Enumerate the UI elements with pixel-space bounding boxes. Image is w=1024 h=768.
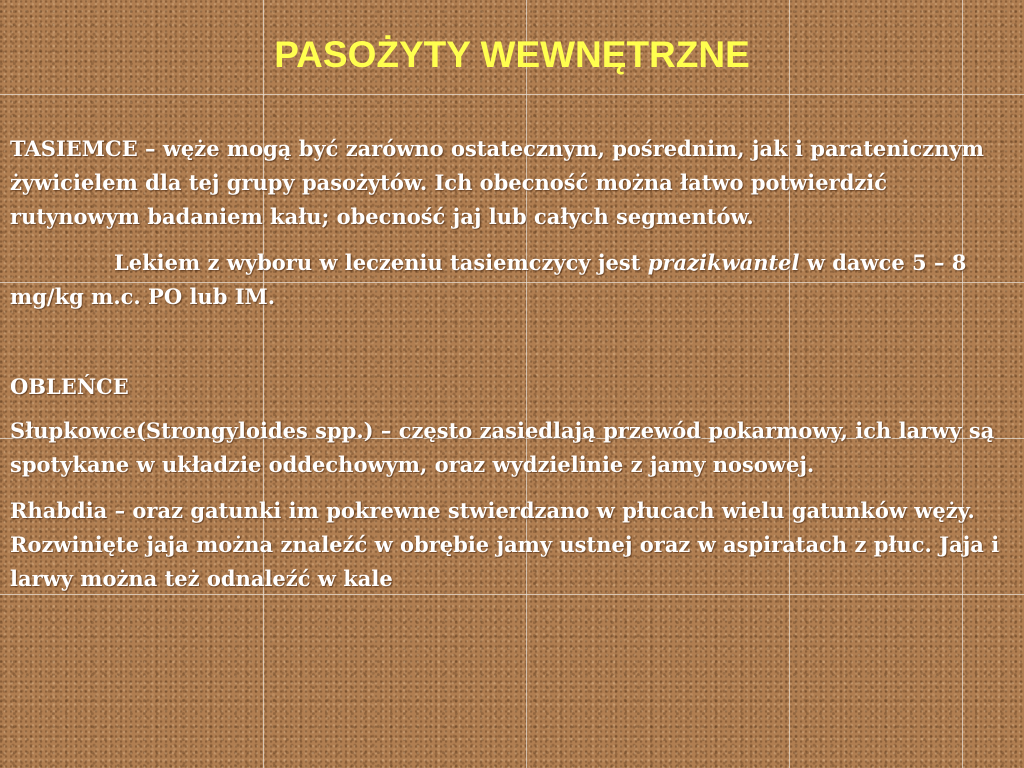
treatment-text: Lekiem z wyboru w leczeniu tasiemczycy jest <box>114 250 648 275</box>
spacer <box>10 314 1002 370</box>
tasiemce-paragraph: TASIEMCE – węże mogą być zarówno ostatecznym, pośrednim, jak i paratenicznym żywicielem dla tej grupy pasożytów. Ich obecność można łatwo potwierdzić rutynowym badaniem kału; obecność jaj lub całych segmentów. <box>10 136 984 229</box>
slide-title: PASOŻYTY WEWNĘTRZNE <box>274 34 750 75</box>
dose-text: w dawce 5 – 8 mg/kg m.c. PO lub IM. <box>10 250 967 309</box>
oblence-heading: OBLEŃCE <box>10 374 129 399</box>
rhabdia-paragraph: Rhabdia – oraz gatunki im pokrewne stwierdzano w płucach wielu gatunków węży. Rozwinięte jaja można znaleźć w obrębie jamy ustnej oraz w aspiratach z płuc. Jaja i larwy można też odnaleźć w kale <box>10 498 1000 591</box>
treatment-paragraph <box>10 246 1002 314</box>
slupkowce-paragraph: Słupkowce(Strongyloides spp.) – często zasiedlają przewód pokarmowy, ich larwy są spotykane w układzie oddechowym, oraz wydzielinie z jamy nosowej. <box>10 418 995 477</box>
drug-name: prazikwantel <box>647 250 800 275</box>
slide-body <box>10 132 1002 596</box>
grid-line <box>0 94 1024 95</box>
